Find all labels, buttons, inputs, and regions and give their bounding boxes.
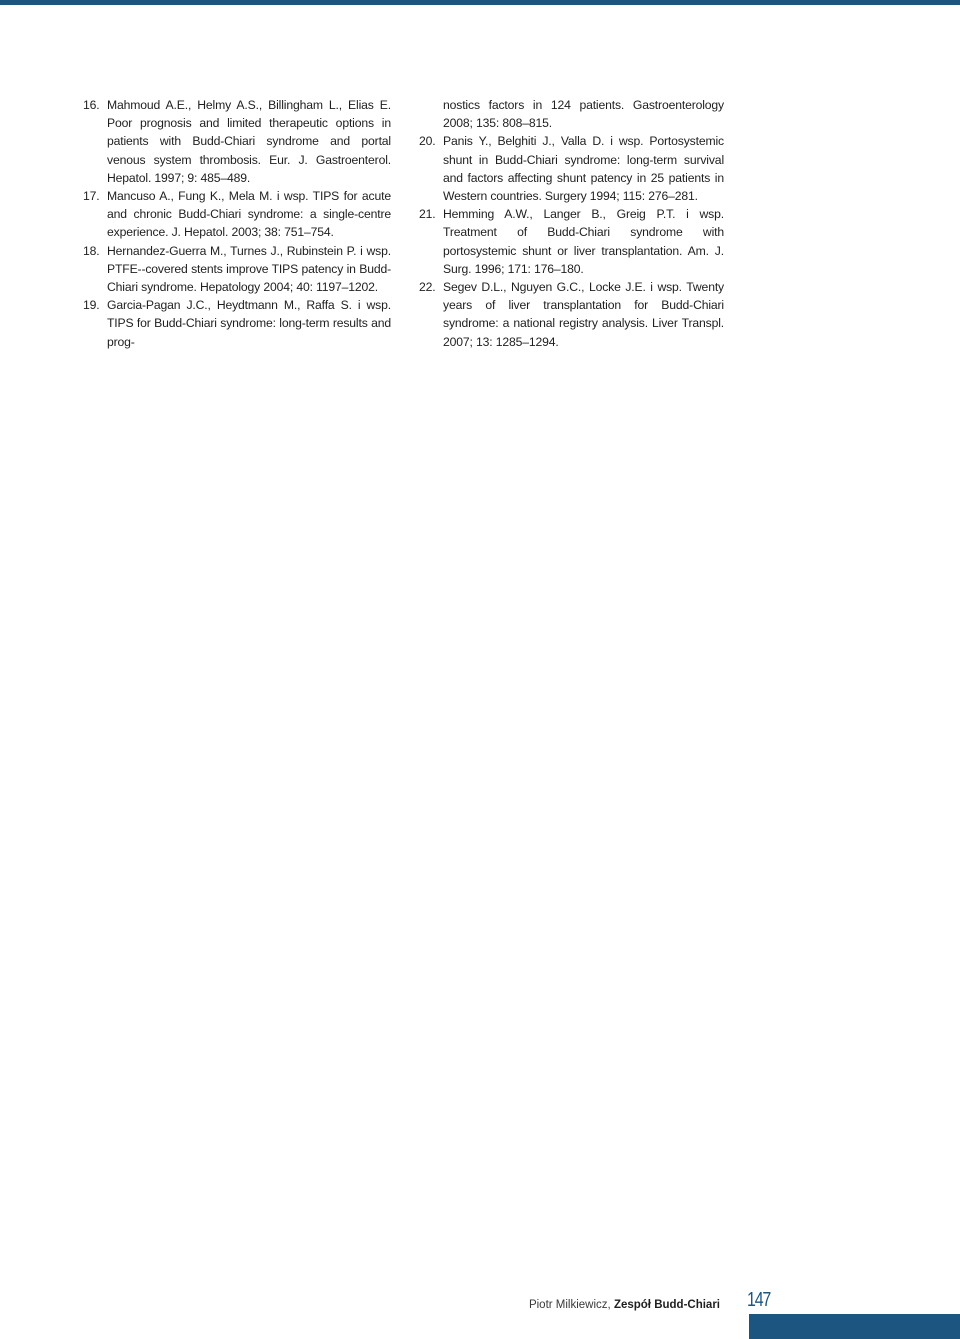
references-right-column <box>419 96 724 351</box>
reference-item <box>419 96 724 132</box>
reference-text: Garcia-Pagan J.C., Heydtmann M., Raffa S. i wsp. TIPS for Budd-Chiari syndrome: long-term results and prog- <box>107 298 391 349</box>
footer-author: Piotr Milkiewicz, <box>528 1299 614 1311</box>
reference-number: 18. <box>83 243 100 258</box>
reference-text: Hernandez-Guerra M., Turnes J., Rubinstein P. i wsp. PTFE--covered stents improve TIPS patency in Budd-Chiari syndrome. Hepatology 2004; 40: 1197–1202. <box>107 243 391 295</box>
page-number: 147 <box>747 1289 771 1311</box>
reference-number: 16. <box>83 98 100 112</box>
reference-item <box>419 205 724 278</box>
reference-text: Hemming A.W., Langer B., Greig P.T. i wsp. Treatment of Budd-Chiari syndrome with portosystemic shunt or liver transplantation. Am. J. Surg. 1996; 171: 176–180. <box>443 207 724 276</box>
corner-accent-block <box>749 1314 960 1339</box>
reference-text: nostics factors in 124 patients. Gastroenterology 2008; 135: 808–815. <box>443 98 724 131</box>
reference-item <box>419 132 724 205</box>
reference-item <box>419 278 724 351</box>
reference-number: 17. <box>83 189 100 204</box>
running-footer <box>529 1299 720 1311</box>
reference-text: Panis Y., Belghiti J., Valla D. i wsp. Portosystemic shunt in Budd-Chiari syndrome: long-term survival and factors affecting shunt patency in 25 patients in Western countries. Surgery 1994; 115: 276–281. <box>443 134 724 204</box>
reference-text: Mahmoud A.E., Helmy A.S., Billingham L., Elias E. Poor prognosis and limited therapeutic options in patients with Budd-Chiari syndrome and portal venous system thrombosis. Eur. J. Gastroenterol. Hepatol. 1997; 9: 485–489. <box>107 98 391 185</box>
reference-text: Segev D.L., Nguyen G.C., Locke J.E. i wsp. Twenty years of liver transplantation for Budd-Chiari syndrome: a national registry analysis. Liver Transpl. 2007; 13: 1285–1294. <box>443 280 724 349</box>
reference-number: 19. <box>83 298 100 313</box>
reference-item <box>83 96 391 187</box>
reference-number: 22. <box>419 280 436 295</box>
top-accent-bar <box>0 0 960 5</box>
reference-item <box>83 296 391 351</box>
reference-item <box>83 187 391 242</box>
references-left-column <box>83 96 391 351</box>
footer-title: Zespół Budd-Chiari <box>613 1299 720 1311</box>
reference-number: 21. <box>419 207 436 222</box>
reference-text: Mancuso A., Fung K., Mela M. i wsp. TIPS for acute and chronic Budd-Chiari syndrome: a single-centre experience. J. Hepatol. 2003; 38: 751–754. <box>107 189 391 240</box>
reference-item <box>83 242 391 297</box>
reference-number: 20. <box>419 134 436 149</box>
